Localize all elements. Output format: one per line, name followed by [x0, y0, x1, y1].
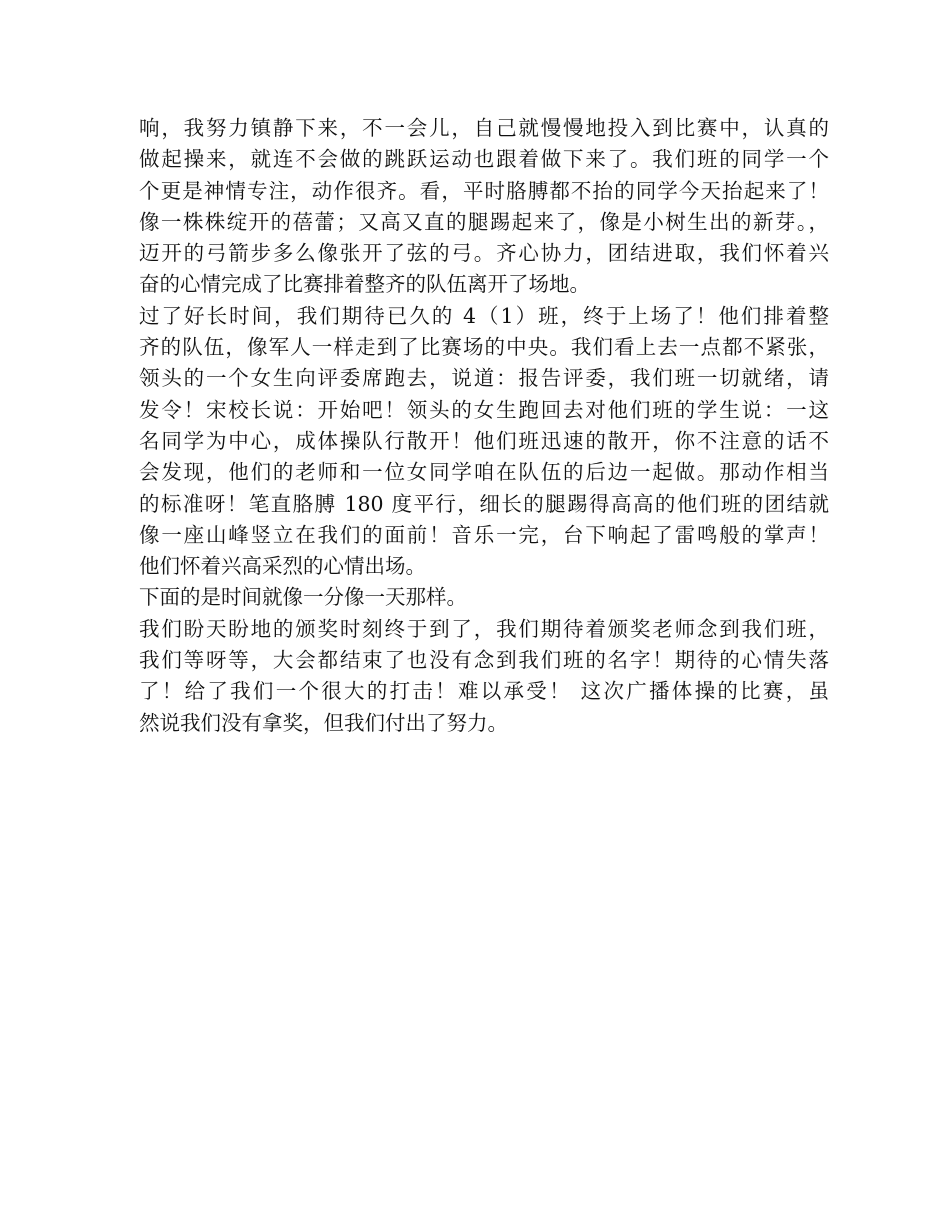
text-line: 了！给了我们一个很大的打击！难以承受！ 这次广播体操的比赛，虽 — [139, 679, 829, 704]
text-line: 响，我努力镇静下来，不一会儿，自己就慢慢地投入到比赛中，认真的 — [139, 116, 829, 140]
text-line: 我们等呀等，大会都结束了也没有念到我们班的名字！期待的心情失落 — [139, 648, 829, 673]
text-line: 做起操来，就连不会做的跳跃运动也跟着做下来了。我们班的同学一个 — [139, 147, 829, 172]
text-line: 个更是神情专注，动作很齐。看，平时胳膊都不抬的同学今天抬起来了！ — [139, 178, 829, 203]
text-line: 齐的队伍，像军人一样走到了比赛场的中央。我们看上去一点都不紧张， — [139, 335, 829, 360]
text-line: 我们盼天盼地的颁奖时刻终于到了，我们期待着颁奖老师念到我们班， — [139, 616, 829, 641]
text-line: 迈开的弓箭步多么像张开了弦的弓。齐心协力，团结进取，我们怀着兴 — [139, 241, 829, 266]
text-line: 名同学为中心，成体操队行散开！他们班迅速的散开，你不注意的话不 — [139, 428, 829, 453]
text-line: 下面的是时间就像一分像一天那样。 — [139, 585, 467, 610]
text-line: 奋的心情完成了比赛排着整齐的队伍离开了场地。 — [139, 272, 590, 297]
body-text — [139, 113, 829, 739]
text-line: 的标准呀！笔直胳膊 180 度平行，细长的腿踢得高高的他们班的团结就 — [139, 491, 829, 516]
text-line: 像一株株绽开的蓓蕾；又高又直的腿踢起来了，像是小树生出的新芽。， — [139, 209, 829, 234]
text-line: 领头的一个女生向评委席跑去，说道：报告评委，我们班一切就绪，请 — [139, 366, 829, 391]
text-line: 过了好长时间，我们期待已久的 4（1）班，终于上场了！他们排着整 — [139, 303, 829, 328]
text-line: 会发现，他们的老师和一位女同学咱在队伍的后边一起做。那动作相当 — [139, 460, 829, 485]
text-line: 然说我们没有拿奖，但我们付出了努力。 — [139, 710, 508, 735]
text-line: 他们怀着兴高采烈的心情出场。 — [139, 554, 426, 579]
text-line: 发令！宋校长说：开始吧！领头的女生跑回去对他们班的学生说：一这 — [139, 397, 829, 422]
text-line: 像一座山峰竖立在我们的面前！音乐一完，台下响起了雷鸣般的掌声！ — [139, 522, 829, 547]
